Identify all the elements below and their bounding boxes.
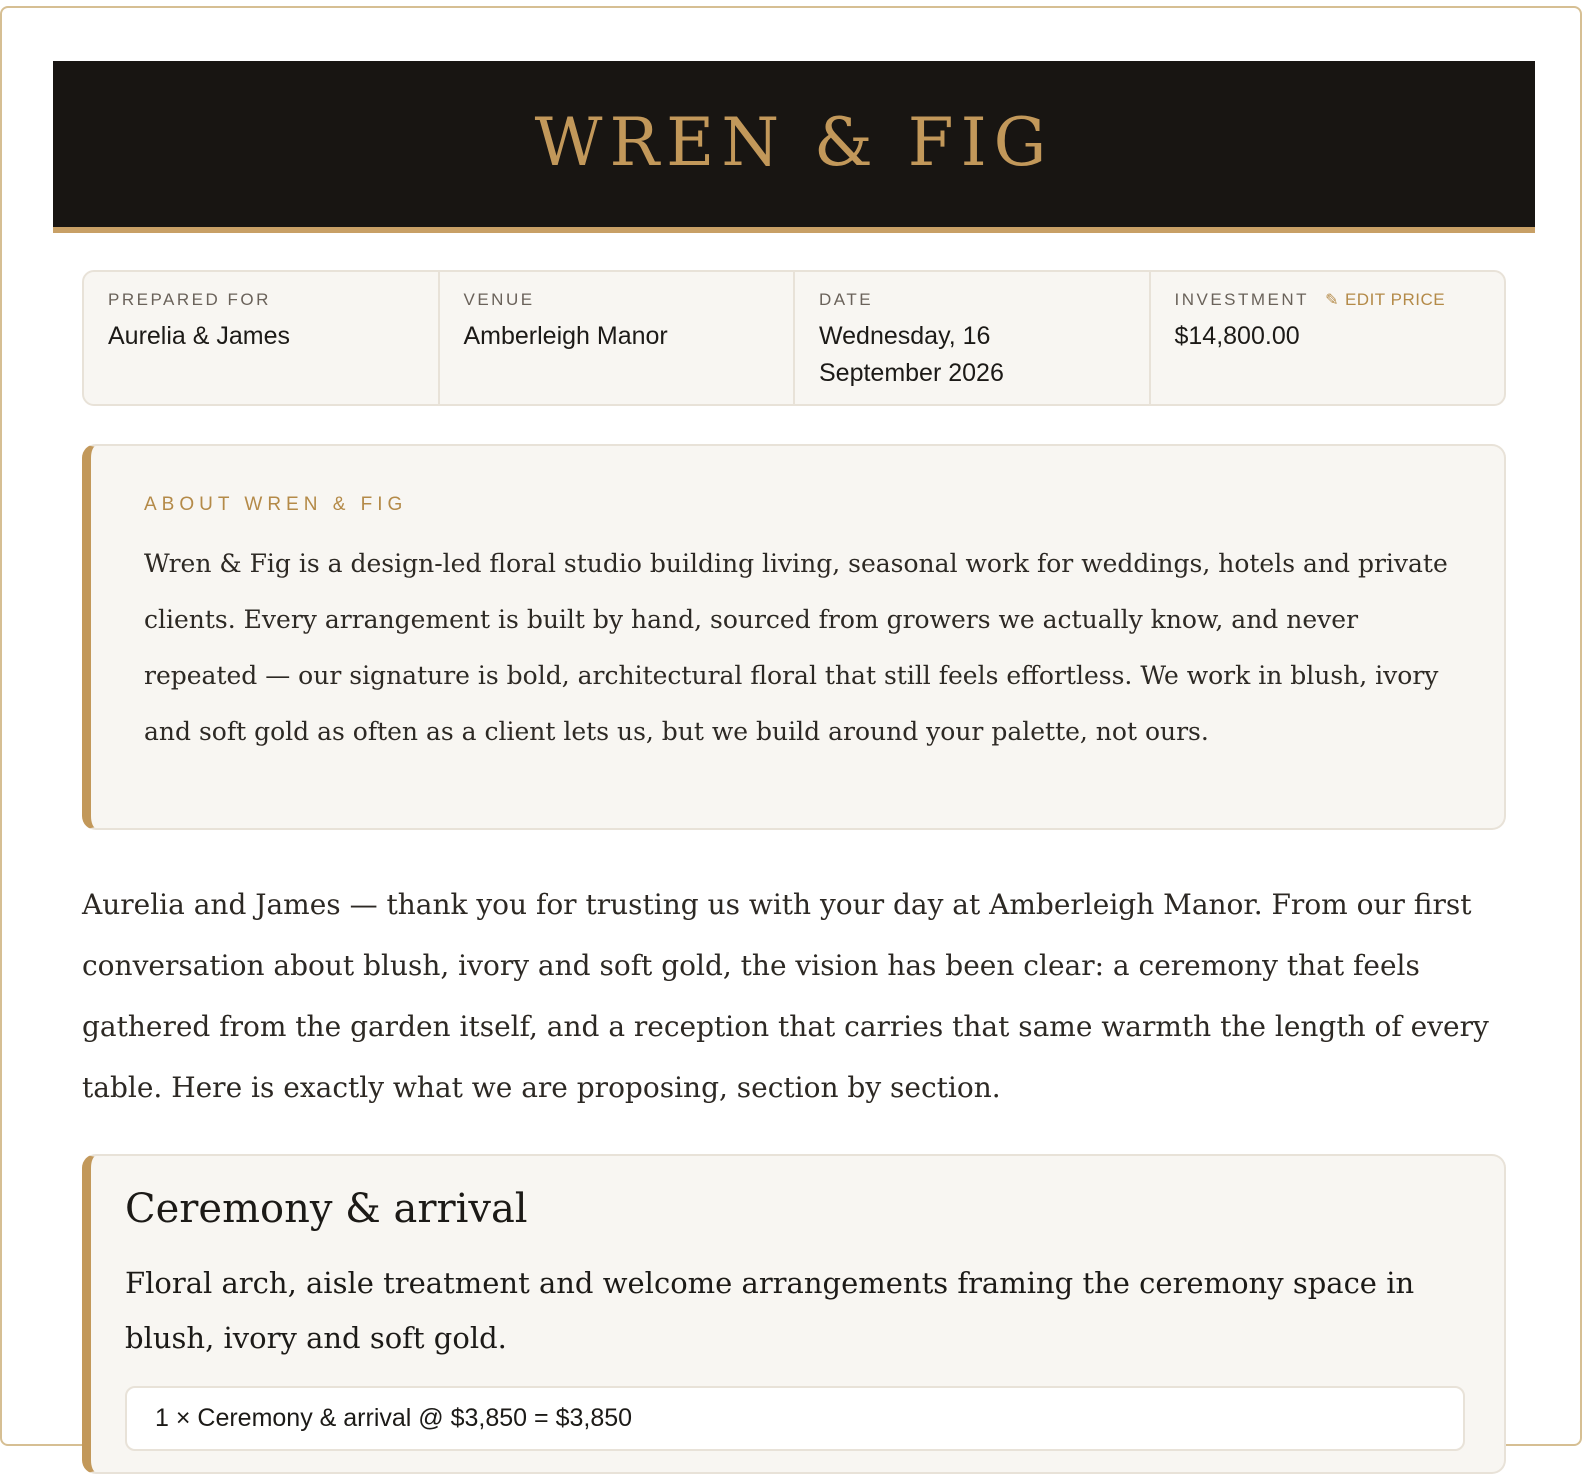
meta-prepared-for xyxy=(84,272,440,404)
meta-label: DATE xyxy=(819,290,874,309)
proposal-page xyxy=(0,6,1582,1446)
event-date: Wednesday, 16 September 2026 xyxy=(819,322,1004,387)
line-item: 1 × Ceremony & arrival @ $3,850 = $3,850 xyxy=(125,1386,1465,1451)
section-title: Ceremony & arrival xyxy=(125,1186,528,1232)
meta-label: INVESTMENT xyxy=(1174,290,1310,309)
meta-date xyxy=(795,272,1151,404)
section-ceremony-arrival xyxy=(82,1154,1506,1474)
intro-text: Aurelia and James — thank you for trusting us with your day at Amberleigh Manor. From our first conversation about blush, ivory and soft gold, the vision has been clear: a ceremony that feels gathered from the garden itself, and a reception that carries that same warmth the length of every table. Here is exactly what we are proposing, section by section. xyxy=(82,888,1489,1104)
client-names: Aurelia & James xyxy=(108,322,291,350)
meta-venue xyxy=(440,272,796,404)
meta-investment xyxy=(1151,272,1505,404)
venue-name: Amberleigh Manor xyxy=(463,322,668,350)
edit-price-button[interactable] xyxy=(1325,290,1445,310)
proposal-meta xyxy=(82,270,1506,406)
brand-header xyxy=(53,61,1535,233)
brand-name: WREN & FIG xyxy=(534,103,1054,181)
meta-label: PREPARED FOR xyxy=(108,290,271,309)
meta-label: VENUE xyxy=(463,290,535,309)
edit-price-label: EDIT PRICE xyxy=(1344,290,1446,309)
about-panel xyxy=(82,444,1506,830)
section-description: Floral arch, aisle treatment and welcome arrangements framing the ceremony space in blush, ivory and soft gold. xyxy=(125,1266,1415,1355)
investment-total: $14,800.00 xyxy=(1174,322,1300,350)
about-text: Wren & Fig is a design-led floral studio building living, seasonal work for weddings, hotels and private clients. Every arrangement is built by hand, sourced from growers we actually know, and never repeated — our signature is bold, architectural floral that still feels effortless. We work in blush, ivory and soft gold as often as a client lets us, but we build around your palette, not ours. xyxy=(144,549,1448,746)
pencil-icon: ✎ xyxy=(1325,292,1339,309)
about-heading: ABOUT WREN & FIG xyxy=(144,494,408,515)
